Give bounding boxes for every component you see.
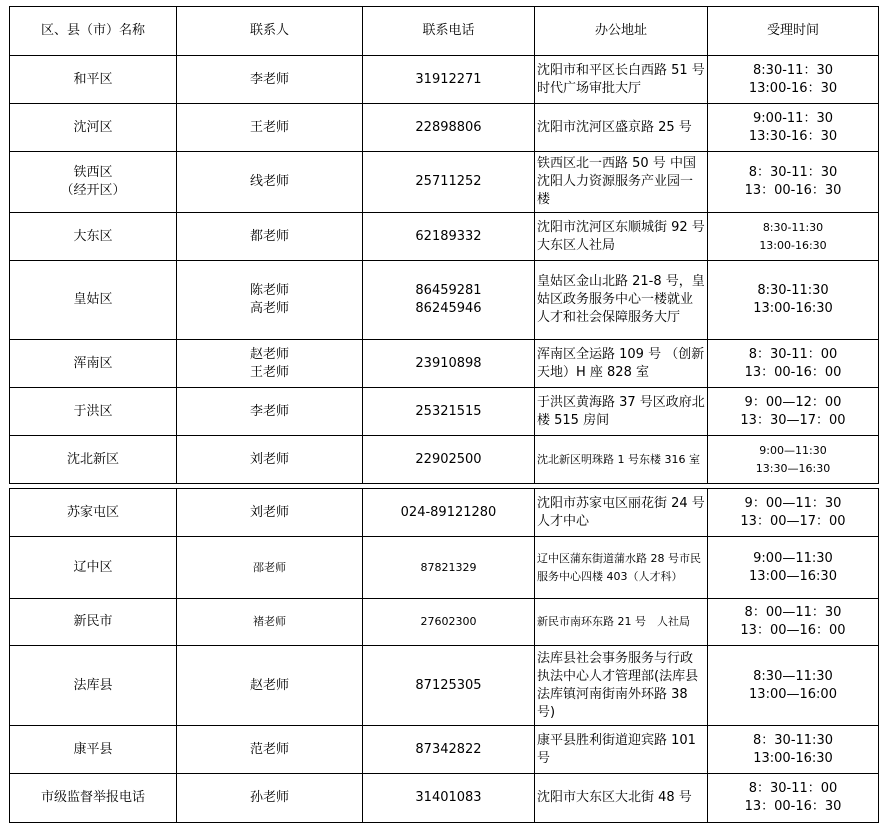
contact-cell-line: 高老师: [249, 301, 289, 316]
contact-cell-line: 褚老师: [253, 615, 286, 628]
contact-cell-line: 刘老师: [249, 504, 289, 520]
district-cell: [10, 774, 177, 823]
table-row: [10, 340, 879, 388]
phone-cell-line: 87125305: [415, 677, 482, 693]
phone-cell-line: 22902500: [415, 451, 482, 467]
phone-cell: [363, 774, 535, 823]
phone-cell-line: 86245946: [415, 301, 482, 316]
contact-cell-line: 李老师: [249, 403, 289, 419]
phone-cell: [363, 726, 535, 774]
hours-cell-line: 8:30-11:30: [762, 220, 824, 234]
hours-cell-line: 8：30-11：00: [748, 781, 838, 796]
table-row: [10, 489, 879, 537]
phone-cell: [363, 56, 535, 104]
contact-cell: [177, 537, 363, 599]
table-row: [10, 213, 879, 261]
hours-cell: [708, 646, 879, 726]
hours-cell-line: 13：00-16：00: [744, 364, 842, 380]
hours-cell: [708, 436, 879, 484]
district-cell: [10, 489, 177, 537]
hours-cell-line: 13:00-16:30: [753, 750, 833, 766]
address-cell: 浑南区全运路 109 号 （创新天地）H 座 828 室: [535, 340, 708, 388]
district-cell-line: 大东区: [73, 228, 113, 244]
phone-cell: [363, 599, 535, 646]
contact-cell: [177, 388, 363, 436]
phone-cell: [363, 340, 535, 388]
hours-cell-line: 13：00—16：00: [740, 623, 846, 638]
hours-cell: [708, 261, 879, 340]
address-cell: 皇姑区金山北路 21-8 号，皇姑区政务服务中心一楼就业人才和社会保障服务大厅: [535, 261, 708, 340]
district-cell: [10, 599, 177, 646]
table-row: [10, 388, 879, 436]
district-cell: [10, 436, 177, 484]
phone-cell: [363, 388, 535, 436]
address-cell: 法库县社会事务服务与行政执法中心人才管理部(法库县法库镇河南街南外环路 38 号): [535, 646, 708, 726]
contact-cell: [177, 774, 363, 823]
header-address: 办公地址: [535, 7, 708, 56]
phone-cell-line: 87821329: [420, 560, 477, 574]
table-row: [10, 726, 879, 774]
hours-cell: [708, 599, 879, 646]
phone-cell-line: 23910898: [415, 355, 482, 371]
district-cell: [10, 646, 177, 726]
hours-cell-line: 8:30-11：30: [753, 62, 833, 78]
district-cell-line: 浑南区: [73, 355, 113, 371]
district-cell: [10, 261, 177, 340]
hours-cell-line: 8：30-11：30: [748, 165, 838, 180]
table-row: [10, 599, 879, 646]
phone-cell: [363, 261, 535, 340]
contact-cell-line: 邵老师: [253, 560, 286, 574]
hours-cell-line: 13:00-16:30: [753, 301, 833, 316]
address-cell: 康平县胜利街道迎宾路 101 号: [535, 726, 708, 774]
header-hours: 受理时间: [708, 7, 879, 56]
contact-cell: [177, 152, 363, 213]
phone-cell-line: 22898806: [415, 119, 482, 135]
hours-cell-line: 13：00-16：30: [744, 183, 842, 198]
phone-cell-line: 024-89121280: [400, 504, 497, 520]
district-cell-line: 市级监督举报电话: [40, 790, 145, 805]
contact-cell: [177, 726, 363, 774]
contact-table-part-2: [9, 488, 879, 823]
hours-cell-line: 13：00—17：00: [740, 513, 846, 529]
contact-table-part-1: [9, 6, 879, 484]
contact-cell: [177, 489, 363, 537]
address-cell: 沈阳市和平区长白西路 51 号时代广场审批大厅: [535, 56, 708, 104]
district-cell: [10, 537, 177, 599]
hours-cell-line: 8:30—11:30: [753, 668, 833, 684]
contact-cell: [177, 599, 363, 646]
hours-cell-line: 9:00—11:30: [753, 550, 833, 566]
hours-cell-line: 13：00-16：30: [744, 799, 842, 814]
contact-cell-line: 王老师: [249, 364, 289, 380]
contact-cell-line: 陈老师: [249, 283, 289, 298]
district-cell: [10, 104, 177, 152]
phone-cell-line: 25711252: [415, 174, 482, 189]
contact-cell-line: 李老师: [249, 71, 289, 87]
table-row: [10, 104, 879, 152]
contact-cell-line: 范老师: [249, 741, 289, 757]
hours-cell: [708, 726, 879, 774]
district-cell: [10, 388, 177, 436]
hours-cell-line: 13:00-16:30: [759, 238, 827, 252]
phone-cell: [363, 436, 535, 484]
contact-cell-line: 赵老师: [249, 346, 289, 362]
contact-cell-line: 线老师: [249, 174, 289, 189]
hours-cell-line: 9：00—12：00: [744, 394, 842, 410]
hours-cell-line: 13：30—17：00: [740, 412, 846, 428]
table-row: [10, 152, 879, 213]
phone-cell-line: 87342822: [415, 741, 482, 757]
table-row: [10, 774, 879, 823]
hours-cell-line: 13:30-16：30: [748, 128, 838, 144]
district-cell-line: 皇姑区: [73, 292, 113, 307]
phone-cell-line: 31912271: [415, 71, 482, 87]
phone-cell: [363, 537, 535, 599]
contact-cell: [177, 436, 363, 484]
table-row: [10, 261, 879, 340]
district-cell-line: 法库县: [73, 677, 113, 693]
contact-cell-line: 都老师: [249, 228, 289, 244]
contact-cell: [177, 646, 363, 726]
contact-cell: [177, 340, 363, 388]
table-row: [10, 436, 879, 484]
address-cell: 沈阳市苏家屯区丽花街 24 号人才中心: [535, 489, 708, 537]
hours-cell-line: 9：00—11：30: [744, 495, 842, 511]
district-cell-line: 沈河区: [73, 119, 113, 135]
address-cell: 沈阳市大东区大北街 48 号: [535, 774, 708, 823]
district-cell-line: 铁西区: [73, 165, 113, 180]
header-phone: 联系电话: [363, 7, 535, 56]
hours-cell-line: 13:30—16:30: [755, 461, 831, 475]
hours-cell: [708, 56, 879, 104]
hours-cell-line: 9:00—11:30: [759, 443, 827, 457]
hours-cell-line: 13:00—16:00: [749, 686, 837, 702]
district-cell-line: （经开区）: [60, 183, 126, 198]
hours-cell-line: 13:00—16:30: [749, 568, 837, 584]
hours-cell-line: 13:00-16：30: [748, 80, 838, 96]
hours-cell-line: 8：30-11：00: [748, 346, 838, 362]
district-cell: [10, 152, 177, 213]
hours-cell: [708, 774, 879, 823]
contact-cell: [177, 213, 363, 261]
contact-cell-line: 王老师: [249, 119, 289, 135]
contact-cell-line: 刘老师: [249, 451, 289, 467]
address-cell: 辽中区蒲东街道蒲水路 28 号市民服务中心四楼 403（人才科）: [535, 537, 708, 599]
district-cell-line: 康平县: [73, 741, 113, 757]
phone-cell: [363, 104, 535, 152]
table-row: [10, 56, 879, 104]
hours-cell: [708, 152, 879, 213]
phone-cell-line: 86459281: [415, 283, 482, 298]
hours-cell: [708, 388, 879, 436]
table-row: [10, 537, 879, 599]
phone-cell: [363, 213, 535, 261]
contact-cell: [177, 56, 363, 104]
address-cell: 沈北新区明珠路 1 号东楼 316 室: [535, 436, 708, 484]
hours-cell-line: 8：30-11:30: [753, 732, 833, 748]
phone-cell-line: 25321515: [415, 403, 482, 419]
address-cell: 铁西区北一西路 50 号 中国沈阳人力资源服务产业园一楼: [535, 152, 708, 213]
contact-cell-line: 孙老师: [249, 790, 289, 805]
district-cell-line: 和平区: [73, 71, 113, 87]
district-cell-line: 于洪区: [73, 403, 113, 419]
district-cell: [10, 340, 177, 388]
phone-cell-line: 31401083: [415, 790, 482, 805]
contact-cell: [177, 261, 363, 340]
address-cell: 沈阳市沈河区盛京路 25 号: [535, 104, 708, 152]
header-district: 区、县（市）名称: [10, 7, 177, 56]
address-cell: 新民市南环东路 21 号 人社局: [535, 599, 708, 646]
header-row: [10, 7, 879, 56]
hours-cell: [708, 104, 879, 152]
phone-cell: [363, 646, 535, 726]
hours-cell: [708, 213, 879, 261]
hours-cell: [708, 489, 879, 537]
district-cell-line: 沈北新区: [66, 451, 119, 467]
district-cell: [10, 213, 177, 261]
hours-cell: [708, 537, 879, 599]
phone-cell-line: 62189332: [415, 228, 482, 244]
phone-cell: [363, 489, 535, 537]
header-contact: 联系人: [177, 7, 363, 56]
hours-cell-line: 8:30-11:30: [757, 283, 829, 298]
district-cell: [10, 56, 177, 104]
district-cell-line: 辽中区: [73, 559, 113, 575]
district-cell: [10, 726, 177, 774]
phone-cell-line: 27602300: [420, 615, 477, 628]
hours-cell-line: 8：00—11：30: [744, 605, 842, 620]
district-cell-line: 苏家屯区: [66, 504, 119, 520]
address-cell: 沈阳市沈河区东顺城街 92 号大东区人社局: [535, 213, 708, 261]
table-row: [10, 646, 879, 726]
contact-cell-line: 赵老师: [249, 677, 289, 693]
address-cell: 于洪区黄海路 37 号区政府北楼 515 房间: [535, 388, 708, 436]
hours-cell: [708, 340, 879, 388]
hours-cell-line: 9:00-11：30: [753, 110, 833, 126]
district-cell-line: 新民市: [73, 614, 113, 629]
phone-cell: [363, 152, 535, 213]
contact-cell: [177, 104, 363, 152]
